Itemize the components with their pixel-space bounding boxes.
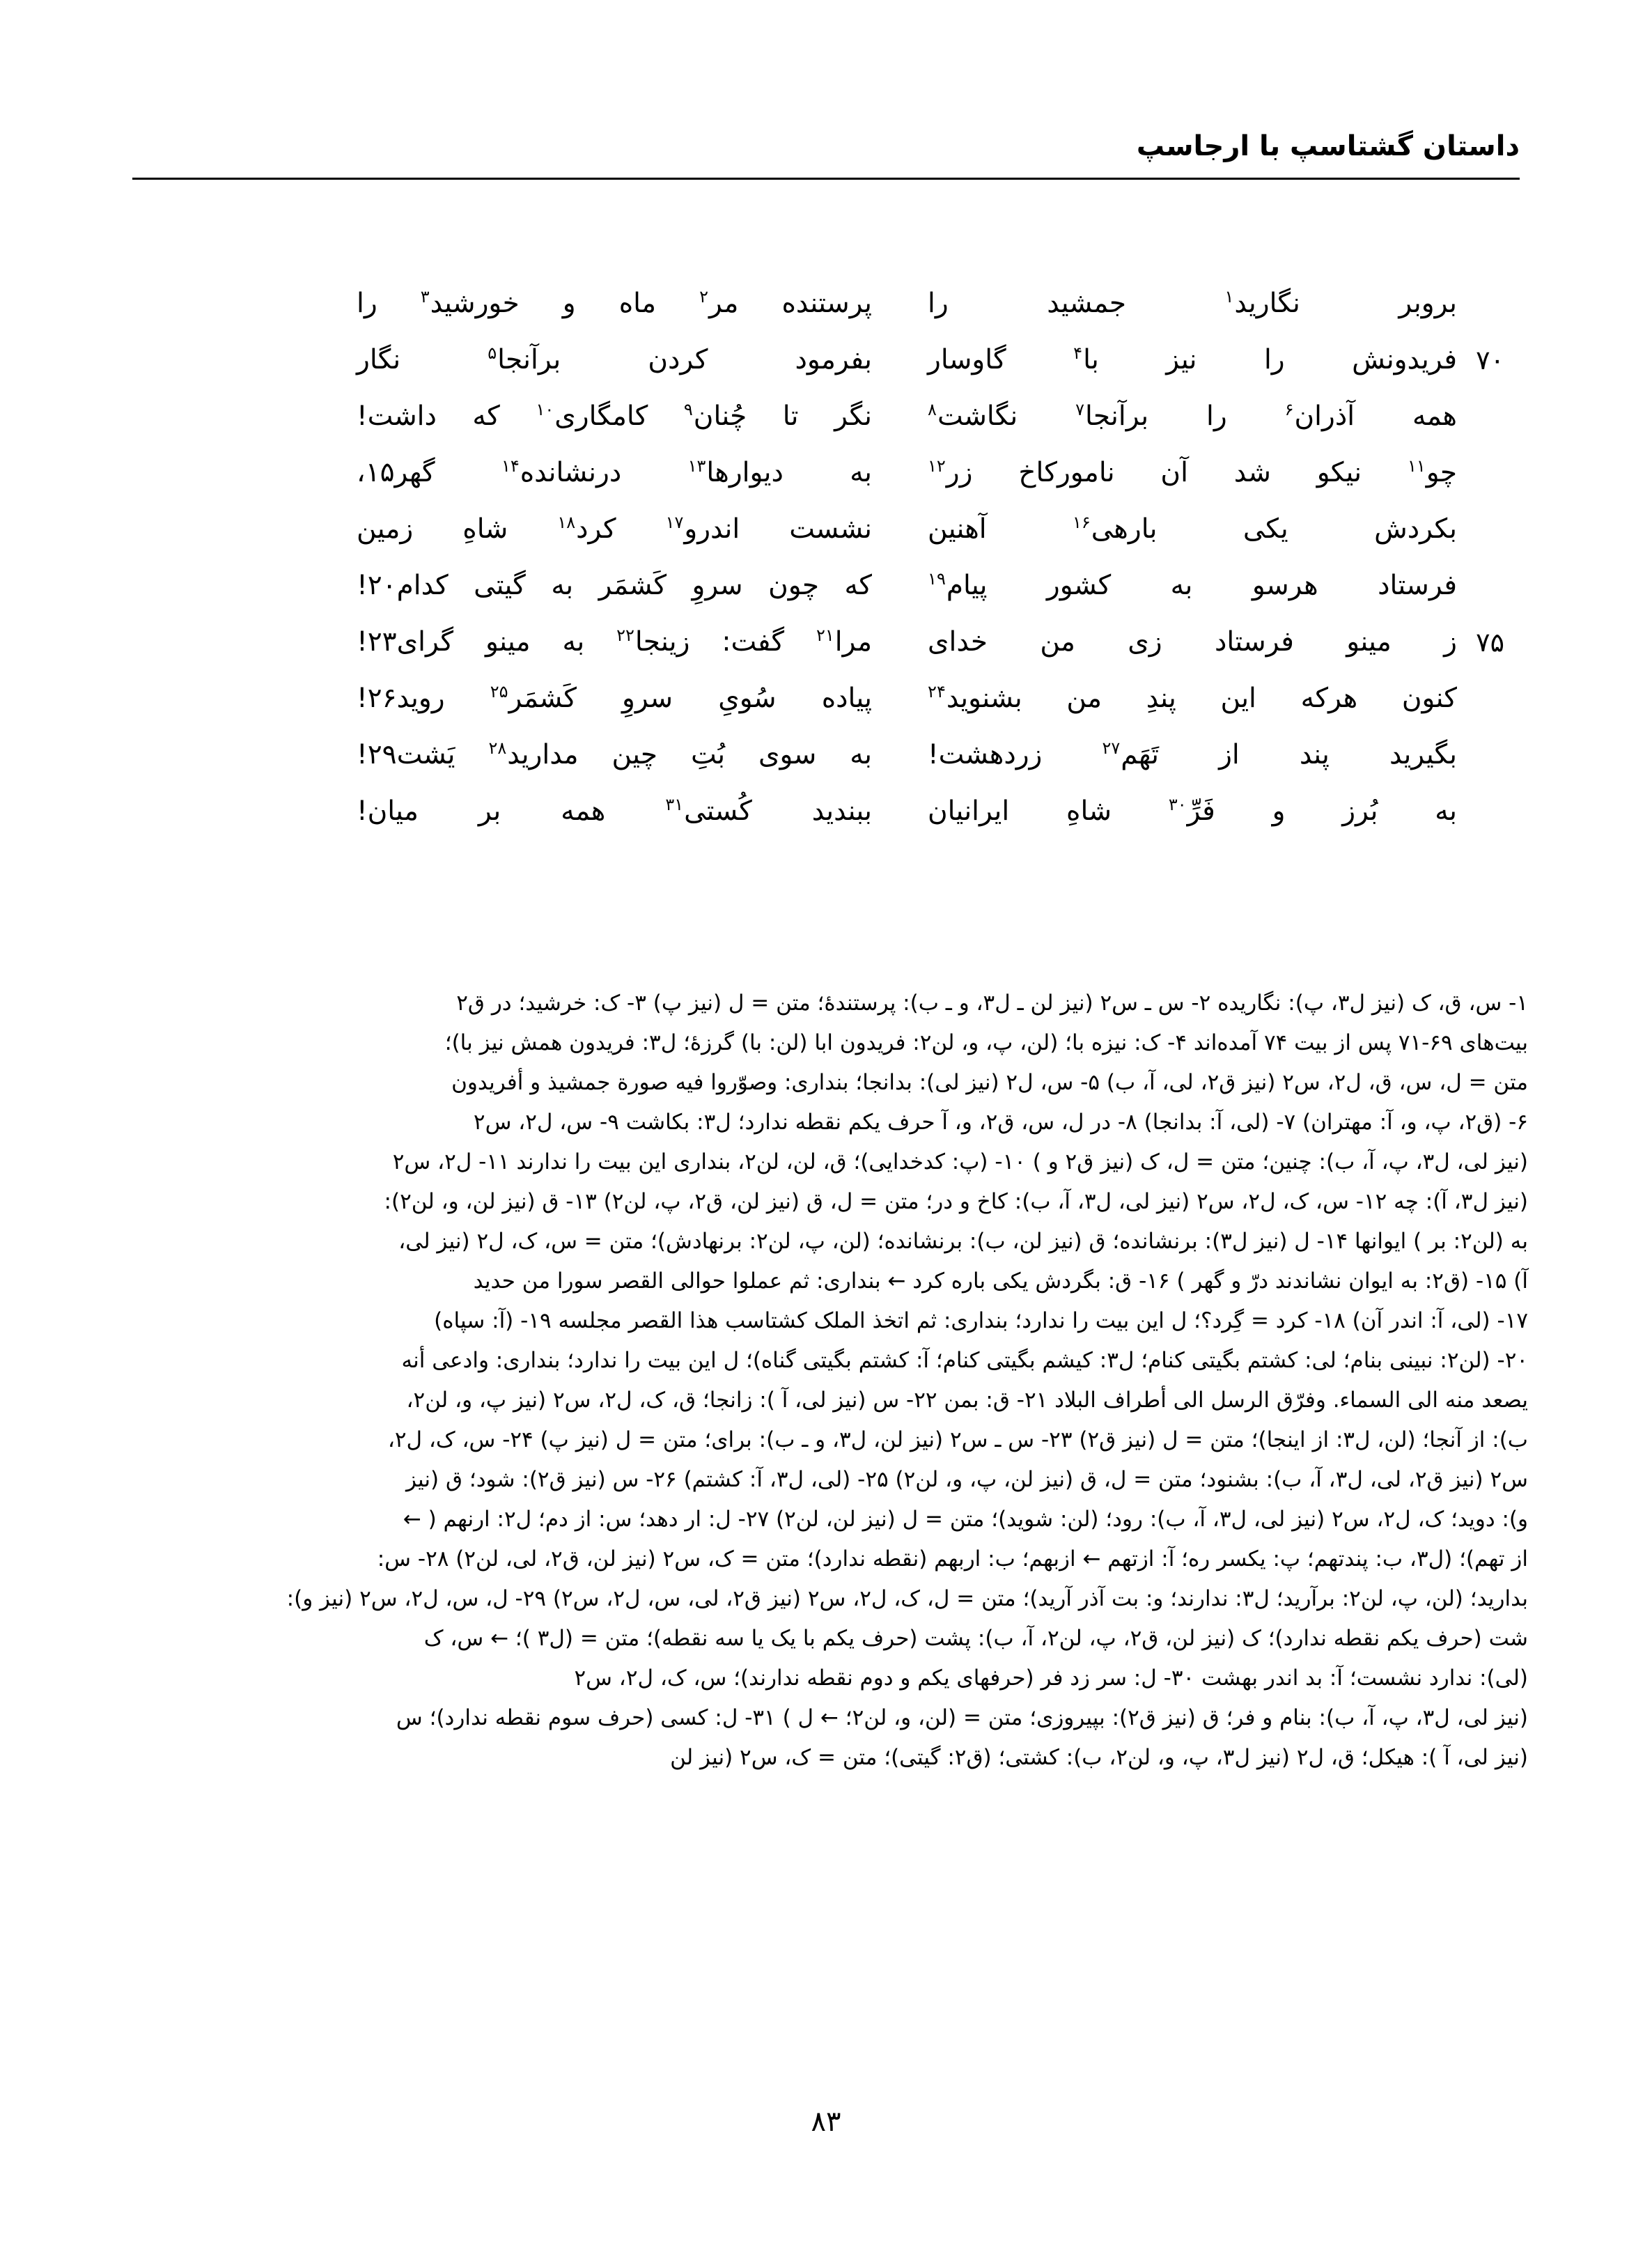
footnote-reference: ١۶ [1073,513,1091,532]
footnote-reference: ۵ [488,343,497,363]
verse-word: کردن [648,344,708,375]
verse-word: چُنان$^٩$ [683,400,747,432]
footnote-reference: ١ [1224,287,1234,306]
hemistich-second [357,786,914,837]
hemistich-first [914,786,1457,837]
verse-word: و [1272,795,1286,827]
verse-word: پیاده [821,683,872,714]
verse-word: این [1220,683,1256,714]
verse-word: یکی [1242,513,1288,545]
apparatus-line: (نیز ل٣، آ): چه ١٢- س، ک، ل٢، س٢ (نیز لی، ل٣، آ، ب): کاخ و در؛ متن = ل، ق (نیز لن، ق٢، پ، لن٢) ١٣- ق (نیز لن، و، لن٢): [384,1189,1528,1214]
footnote-reference: ٨ [928,400,937,419]
verse-line [132,730,1520,786]
verse-word: دیوارها$^{١٣}$ [687,456,784,488]
verse-word: کَشمَر [598,570,667,601]
verse-word: بکردش [1374,513,1457,545]
apparatus-line: بیت‌های ۶٩-٧١ پس از بیت ٧۴ آمده‌اند ۴- ک: نیزه با؛ (لن، پ، و، لن٢: فریدون ابا (لن: با) گرزهٔ؛ ل٣: فریدون همش نیز با)؛ [444,1030,1528,1055]
verse-word: اندرو$^{١٧}$ [665,513,740,545]
verse-word: سروِ [692,570,743,601]
verse-word: بگیرید [1389,739,1457,770]
verse-word: یَشت٢٩! [357,739,455,770]
verse-word: درنشانده$^{١۴}$ [501,456,622,488]
header-rule [132,178,1520,180]
apparatus-line: آ) ١۵- (ق٢: به ایوان نشاندند درّ و گهر ) ١۶- ق: بگردش یکی باره کرد ← بنداری: ثم عملوا حوالی القصر سورا من حدید [473,1268,1528,1294]
verse-word: هرکه [1300,683,1358,714]
hemistich-second [357,279,914,329]
verse-line [132,674,1520,730]
footnote-reference: ١٨ [557,513,576,532]
footnote-reference: ١٣ [687,456,706,476]
verse-word: زی [1128,626,1162,658]
apparatus-line: یصعد منه الی السماء. وفرّق الرسل الی أطراف البلاد ٢١- ق: بمن ٢٢- س (نیز لی، آ ): زانجا؛ ق، ک، ل٢، س٢ (نیز پ، و، لن٢، [406,1388,1528,1413]
verse-word: نشست [789,513,872,545]
verse-word: تَهَم$^{٢٧}$ [1102,738,1160,770]
verse-word: مرا$^{٢١}$ [816,626,872,658]
footnote-reference: ٢٧ [1102,738,1121,758]
verse-word: پند [1299,739,1330,770]
verse-word: شاهِ [1066,795,1112,827]
verse-word: بُتِ [690,739,726,770]
verse-word: آذران$^۶$ [1284,400,1355,432]
verse-word: آهنین [928,513,987,545]
apparatus-line: (نیز لی، آ ): هیکل؛ ق، ل٢ (نیز ل٣، پ، و، لن٢، ب): کشتی؛ (ق٢: گیتی)؛ متن = ک، س٢ (نیز لن [670,1745,1528,1770]
running-header-title: داستان گشتاسپ با ارجاسپ [1136,130,1520,162]
footnote-reference: ٣ [420,287,430,306]
apparatus-line: (لی): ندارد نشست؛ آ: بد اندر بهشت ٣٠- ل: سر زد فر (حرفهای یکم و دوم نقطه ندارند)؛ س، ک، ل٢، س٢ [574,1666,1528,1691]
verse-word: و [562,288,576,319]
footnote-reference: ٢٢ [616,626,634,645]
footnote-reference: ٣٠ [1168,795,1187,814]
apparatus-line: بدارید؛ (لن، پ، لن٢: برآرید؛ ل٣: ندارند؛ و: بت آذر آرید)؛ متن = ل، ک، ل٢، س٢ (نیز ق٢، لی، س، ل٢، س٢) ٢٩- ل، س، ل٢، س٢ (نیز و): [286,1586,1528,1611]
footnote-reference: ١١ [1407,456,1426,476]
hemistich-first [914,730,1457,780]
footnote-reference: ٢ [699,287,708,306]
verse-word: کشور [1046,570,1112,601]
verse-word: تا [782,401,799,432]
verse-line [132,786,1520,843]
verse-word: پندِ [1146,683,1176,714]
verse-word: گهر١۵، [357,457,435,488]
verse-line [132,279,1520,335]
verse-word: روید٢۶! [357,683,445,714]
verse-word: از [1219,739,1240,770]
verse-word: داشت! [357,401,437,432]
verse-word: همه [1412,401,1457,432]
apparatus-line: متن = ل، س، ق، ل٢، س٢ (نیز ق٢، لی، آ، ب) ۵- س، ل٢ (نیز لی): بدانجا؛ بنداری: وصوّروا فیه صورة جمشیذ و أفریدون [451,1070,1528,1095]
verse-word: ببندید [811,795,872,827]
verse-word: سُویِ [718,683,777,714]
footnote-reference: ٩ [683,400,693,419]
apparatus-line [124,1778,1528,1817]
verse-word: پرستنده [781,288,872,319]
hemistich-second [357,674,914,724]
hemistich-second [357,335,914,385]
verse-word: زینجا$^{٢٢}$ [616,626,690,658]
verse-word: نگارید$^١$ [1224,287,1300,319]
verse-word: مینو [485,626,531,658]
apparatus-line: (نیز لی، ل٣، پ، آ، ب): بنام و فر؛ ق (نیز ق٢): بپیروزی؛ متن = (لن، و، لن٢؛ ← ل ) ٣١- ل: کسی (حرف سوم نقطه ندارد)؛ س [396,1705,1528,1730]
verse-word: بر [478,795,501,827]
footnote-reference: ١٠ [536,400,554,419]
verse-word: بفرمود [795,344,872,375]
hemistich-first [914,617,1457,667]
footnote-reference: ٢۴ [928,682,946,701]
verse-word: نیکو [1316,457,1362,488]
hemistich-first [914,504,1457,554]
verse-word: آن [1160,457,1188,488]
verse-word: سوی [758,739,817,770]
footnote-reference: ۴ [1073,343,1083,363]
verse-word: زمین [357,513,414,545]
verse-line [132,561,1520,617]
footnote-reference: ٣١ [665,795,684,814]
footnote-reference: ١٩ [928,569,946,589]
hemistich-first [914,391,1457,442]
footnote-reference: ٢٨ [488,738,507,758]
apparatus-line: از تهم)؛ (ل٣، ب: پندتهم؛ پ: یکسر ره؛ آ: ازتهم ← ازبهم؛ ب: اربهم (نقطه ندارد)؛ متن = ک، س٢ (نیز لن، ق٢، لی، لن٢) ٢٨- س: [377,1546,1528,1571]
verse-word: شاهِ [462,513,508,545]
footnote-reference: ٢١ [816,626,834,645]
hemistich-first [914,448,1457,498]
verse-word: بارهی$^{١۶}$ [1073,513,1158,545]
verse-word: را [357,288,377,319]
verse-word: چو$^{١١}$ [1407,456,1457,488]
verse-word: زردهشت! [928,739,1043,770]
footnote-reference: ١٢ [928,456,946,476]
footnote-reference: ١٧ [665,513,684,532]
verse-word: به [1435,795,1457,827]
apparatus-line: س٢ (نیز ق٢، لی، ل٣، آ، ب): بشنود؛ متن = ل، ق (نیز لن، پ، و، لن٢) ٢۵- (لی، ل٣، آ: کشتم) ٢۶- س (نیز ق٢): شود؛ ق (نیز [405,1467,1528,1492]
verse-word: نگاشت$^٨$ [928,400,1018,432]
verse-word: به [850,457,872,488]
verse-word: که [472,401,500,432]
verse-word: فرستاد [1378,570,1457,601]
verse-word: به [1170,570,1193,601]
verse-word: من [1066,683,1102,714]
page-number: ۸۳ [811,2106,841,2138]
verse-word: چین [611,739,658,770]
verse-word: نگار [357,344,401,375]
apparatus-line: ٢٠- (لن٢: نبینی بنام؛ لی: کشتم بگیتی کنام؛ ل٣: کیشم بگیتی کنام؛ آ: کشتم بگیتی گناه)؛ ل این بیت را ندارد؛ بنداری: وادعی أنه [401,1348,1528,1373]
footnote-reference: ۶ [1284,400,1294,419]
verse-word: به [850,739,872,770]
verse-word: هرسو [1252,570,1318,601]
verse-word: کنون [1401,683,1457,714]
verse-word: زر$^{١٢}$ [928,456,973,488]
verse-word: گیتی [474,570,526,601]
hemistich-first [914,279,1457,329]
verse-word: چون [768,570,819,601]
hemistich-second [357,504,914,554]
hemistich-second [357,617,914,667]
apparatus-line: و): دوید؛ ک، ل٢، س٢ (نیز لی، ل٣، آ، ب): رود؛ (لن: شوید)؛ متن = ل (نیز لن، لن٢) ٢٧- ل: ار دهد؛ س: از دم؛ ل٢: ارنهم ( ← [403,1507,1528,1532]
verse-word: نامورکاخ [1018,457,1115,488]
apparatus-line: شت (حرف یکم نقطه ندارد)؛ ک (نیز لن، ق٢، پ، لن٢، آ، ب): پشت (حرف یکم با یک یا سه نقطه)؛ متن = (ل٣ )؛ ← س، ک [423,1626,1528,1651]
verse-word: کُستی$^{٣١}$ [665,795,752,827]
verse-word: فَرِّ$^{٣٠}$ [1168,795,1215,827]
verse-line [132,335,1520,391]
hemistich-second [357,391,914,442]
verse-word: بشنوید$^{٢۴}$ [928,682,1022,714]
verse-word: ایرانیان [928,795,1010,827]
verse-word: شد [1233,457,1271,488]
verse-word: همه [561,795,606,827]
verse-word: گفت: [722,626,785,658]
apparatus-line: (نیز لی، ل٣، پ، آ، ب): چنین؛ متن = ل، ک (نیز ق٢ و ) ١٠- (پ: کدخدایی)؛ ق، لن، لن٢، بنداری این بیت را ندارند ١١- ل٢، س٢ [392,1149,1528,1174]
verse-word: که [844,570,872,601]
verse-word: به [562,626,585,658]
footnote-reference: ١۴ [501,456,520,476]
verse-line [132,617,1520,674]
verse-word: نیز [1166,344,1197,375]
hemistich-first [914,561,1457,611]
verse-word: نگر [834,401,872,432]
hemistich-first [914,335,1457,385]
apparatus-line: به (لن٢: بر ) ایوانها ١۴- ل (نیز ل٣): برنشانده؛ ق (نیز لن، ب): برنشانده؛ (لن، پ، لن٢: برنهادش)؛ متن = س، ک، ل٢ (نیز لی، [398,1229,1528,1254]
verse-word: با$^۴$ [1073,343,1099,375]
verse-word: گرای٢٣! [357,626,454,658]
verse-word: برآنجا$^۵$ [488,343,561,375]
apparatus-criticus [124,984,1528,1817]
verse-word: خورشید$^٣$ [420,287,520,319]
verse-word: ز [1444,626,1457,658]
hemistich-second [357,561,914,611]
verse-word: را [928,288,949,319]
verse-word: خدای [928,626,988,658]
verse-word: پیام$^{١٩}$ [928,569,988,601]
verse-word: را [1206,401,1227,432]
verse-word: من [1040,626,1075,658]
verse-word: مر$^٢$ [699,287,739,319]
hemistich-first [914,674,1457,724]
verse-word: فریدونش [1352,344,1457,375]
verse-block [132,279,1520,843]
apparatus-line: ١- س، ق، ک (نیز ل٣، پ): نگاریده ٢- س ـ س٢ (نیز لن ـ ل٣، و ـ ب): پرستندهٔ؛ متن = ل (نیز پ) ٣- ک: خرشید؛ در ق٢ [456,991,1528,1016]
apparatus-line: ١٧- (لی، آ: اندر آن) ١٨- کرد = گِرد؟؛ ل این بیت را ندارد؛ بنداری: ثم اتخذ الملک کشتاسب هذا القصر مجلسه ١٩- (آ: سپاه) [434,1308,1528,1333]
bayt-number: ٧٠ [1476,345,1504,375]
verse-word: فرستاد [1215,626,1294,658]
verse-word: گاوسار [928,344,1006,375]
apparatus-line: ب): از آنجا؛ (لن، ل٣: از اینجا)؛ متن = ل (نیز ق٢) ٢٣- س ـ س٢ (نیز لن، ل٣، و ـ ب): برای؛ متن = ل (نیز پ) ٢۴- س، ک، ل٢، [387,1427,1528,1452]
verse-line [132,504,1520,561]
verse-word: مدارید$^{٢٨}$ [488,738,579,770]
verse-word: کامگاری$^{١٠}$ [536,400,648,432]
hemistich-second [357,730,914,780]
verse-word: میان! [357,795,419,827]
verse-word: سروِ [622,683,673,714]
verse-word: بروبر [1398,288,1457,319]
verse-word: مینو [1346,626,1392,658]
verse-word: کَشمَر$^{٢۵}$ [490,682,577,714]
apparatus-line: ۶- (ق٢، پ، و، آ: مهتران) ٧- (لی، آ: بدانجا) ٨- در ل، س، ق٢، و، آ حرف یکم نقطه ندارد؛ ل٣: بکاشت ٩- س، ل٢، س٢ [473,1110,1528,1135]
verse-word: جمشید [1047,288,1126,319]
verse-word: را [1263,344,1285,375]
verse-line [132,391,1520,448]
hemistich-second [357,448,914,498]
verse-word: ماه [618,288,656,319]
verse-line [132,448,1520,504]
footnote-reference: ٢۵ [490,682,508,701]
verse-word: برآنجا$^٧$ [1075,400,1149,432]
verse-word: کرد$^{١٨}$ [557,513,616,545]
running-header [132,132,1520,181]
footnote-reference: ٧ [1075,400,1084,419]
bayt-number: ٧۵ [1476,627,1504,658]
verse-word: کدام٢٠! [357,570,449,601]
verse-word: بُرز [1342,795,1378,827]
verse-word: به [551,570,574,601]
